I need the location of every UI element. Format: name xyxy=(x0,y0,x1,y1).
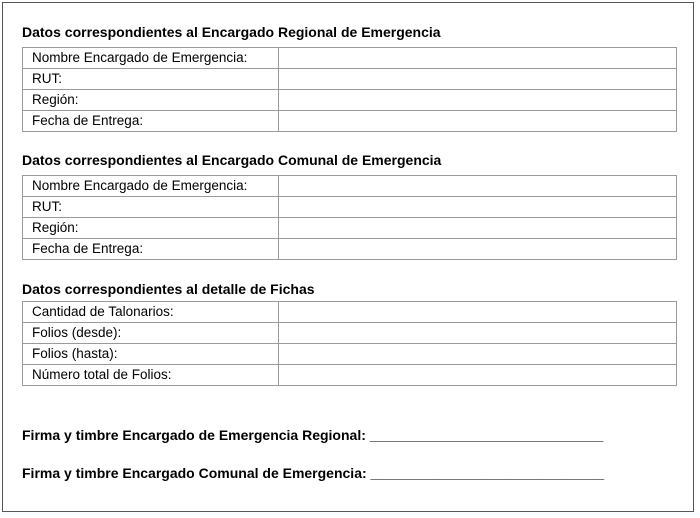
regional-manager-table xyxy=(22,47,677,132)
field-label: Fecha de Entrega: xyxy=(23,111,279,132)
table-row xyxy=(23,302,677,323)
fichas-detail-table xyxy=(22,301,677,386)
field-value[interactable] xyxy=(279,69,677,90)
field-value[interactable] xyxy=(279,176,677,197)
field-value[interactable] xyxy=(279,344,677,365)
table-row xyxy=(23,90,677,111)
field-label: Nombre Encargado de Emergencia: xyxy=(23,176,279,197)
field-label: Folios (desde): xyxy=(23,323,279,344)
field-label: Cantidad de Talonarios: xyxy=(23,302,279,323)
table-row xyxy=(23,48,677,69)
section-title-comunal: Datos correspondientes al Encargado Comunal de Emergencia xyxy=(22,152,442,168)
field-label: RUT: xyxy=(23,69,279,90)
table-row xyxy=(23,176,677,197)
signature-comunal: Firma y timbre Encargado Comunal de Emergencia: ______________________________ xyxy=(22,465,605,481)
table-row xyxy=(23,69,677,90)
field-label: RUT: xyxy=(23,197,279,218)
field-label: Folios (hasta): xyxy=(23,344,279,365)
field-label: Fecha de Entrega: xyxy=(23,239,279,260)
table-row xyxy=(23,323,677,344)
field-label: Región: xyxy=(23,90,279,111)
table-row xyxy=(23,111,677,132)
field-value[interactable] xyxy=(279,197,677,218)
field-label: Región: xyxy=(23,218,279,239)
table-row xyxy=(23,365,677,386)
comunal-manager-table xyxy=(22,175,677,260)
field-value[interactable] xyxy=(279,48,677,69)
field-value[interactable] xyxy=(279,302,677,323)
table-row xyxy=(23,344,677,365)
field-label: Número total de Folios: xyxy=(23,365,279,386)
field-value[interactable] xyxy=(279,239,677,260)
signature-regional: Firma y timbre Encargado de Emergencia Regional: ______________________________ xyxy=(22,427,604,443)
section-title-fichas: Datos correspondientes al detalle de Fichas xyxy=(22,281,315,297)
field-value[interactable] xyxy=(279,218,677,239)
table-row xyxy=(23,239,677,260)
field-value[interactable] xyxy=(279,111,677,132)
field-value[interactable] xyxy=(279,365,677,386)
section-title-regional: Datos correspondientes al Encargado Regional de Emergencia xyxy=(22,24,441,40)
field-label: Nombre Encargado de Emergencia: xyxy=(23,48,279,69)
field-value[interactable] xyxy=(279,323,677,344)
table-row xyxy=(23,218,677,239)
field-value[interactable] xyxy=(279,90,677,111)
table-row xyxy=(23,197,677,218)
